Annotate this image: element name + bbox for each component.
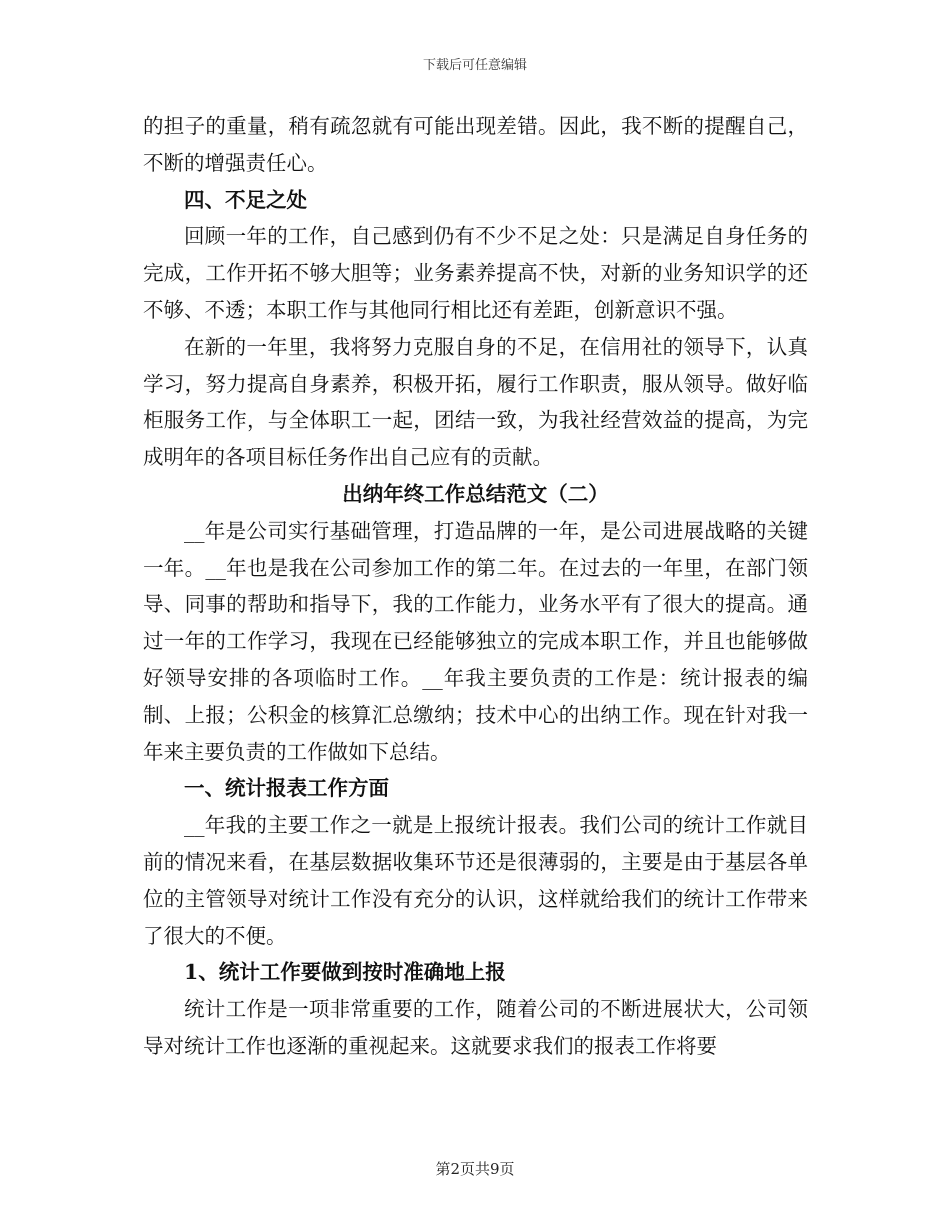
paragraph-continued: 的担子的重量，稍有疏忽就有可能出现差错。因此，我不断的提醒自己，不断的增强责任心。: [143, 114, 808, 175]
subsection-heading: 1、统计工作要做到按时准确地上报: [184, 960, 506, 985]
paragraph: __年我的主要工作之一就是上报统计报表。我们公司的统计工作就目前的情况来看，在基层数据收集环节还是很薄弱的，主要是由于基层各单位的主管领导对统计工作没有充分的认识，这样就给我们的统计工作带来了很大的不便。: [143, 813, 808, 948]
section-heading-shortcomings: 四、不足之处: [184, 187, 307, 212]
header-note: 下载后可任意编辑: [422, 58, 527, 73]
paragraph: __年是公司实行基础管理，打造品牌的一年，是公司进展战略的关键一年。__年也是我在公司参加工作的第二年。在过去的一年里，在部门领导、同事的帮助和指导下，我的工作能力，业务水平有了很大的提高。通过一年的工作学习，我现在已经能够独立的完成本职工作，并且也能够做好领导安排的各项临时工作。__年我主要负责的工作是：统计报表的编制、上报；公积金的核算汇总缴纳；技术中心的出纳工作。现在针对我一年来主要负责的工作做如下总结。: [143, 518, 808, 764]
document-body: [143, 108, 808, 1065]
paragraph: 统计工作是一项非常重要的工作，随着公司的不断进展状大，公司领导对统计工作也逐渐的重视起来。这就要求我们的报表工作将要: [143, 997, 808, 1058]
document-title: 出纳年终工作总结范文（二）: [342, 481, 609, 506]
paragraph: 在新的一年里，我将努力克服自身的不足，在信用社的领导下，认真学习，努力提高自身素养，积极开拓，履行工作职责，服从领导。做好临柜服务工作，与全体职工一起，团结一致，为我社经营效益的提高，为完成明年的各项目标任务作出自己应有的贡献。: [143, 334, 808, 470]
section-heading-statistics: 一、统计报表工作方面: [184, 776, 389, 801]
page-number: 第2页共9页: [435, 1160, 515, 1178]
paragraph: 回顾一年的工作，自己感到仍有不少不足之处：只是满足自身任务的完成，工作开拓不够大胆等；业务素养提高不快，对新的业务知识学的还不够、不透；本职工作与其他同行相比还有差距，创新意识不强。: [143, 224, 808, 322]
